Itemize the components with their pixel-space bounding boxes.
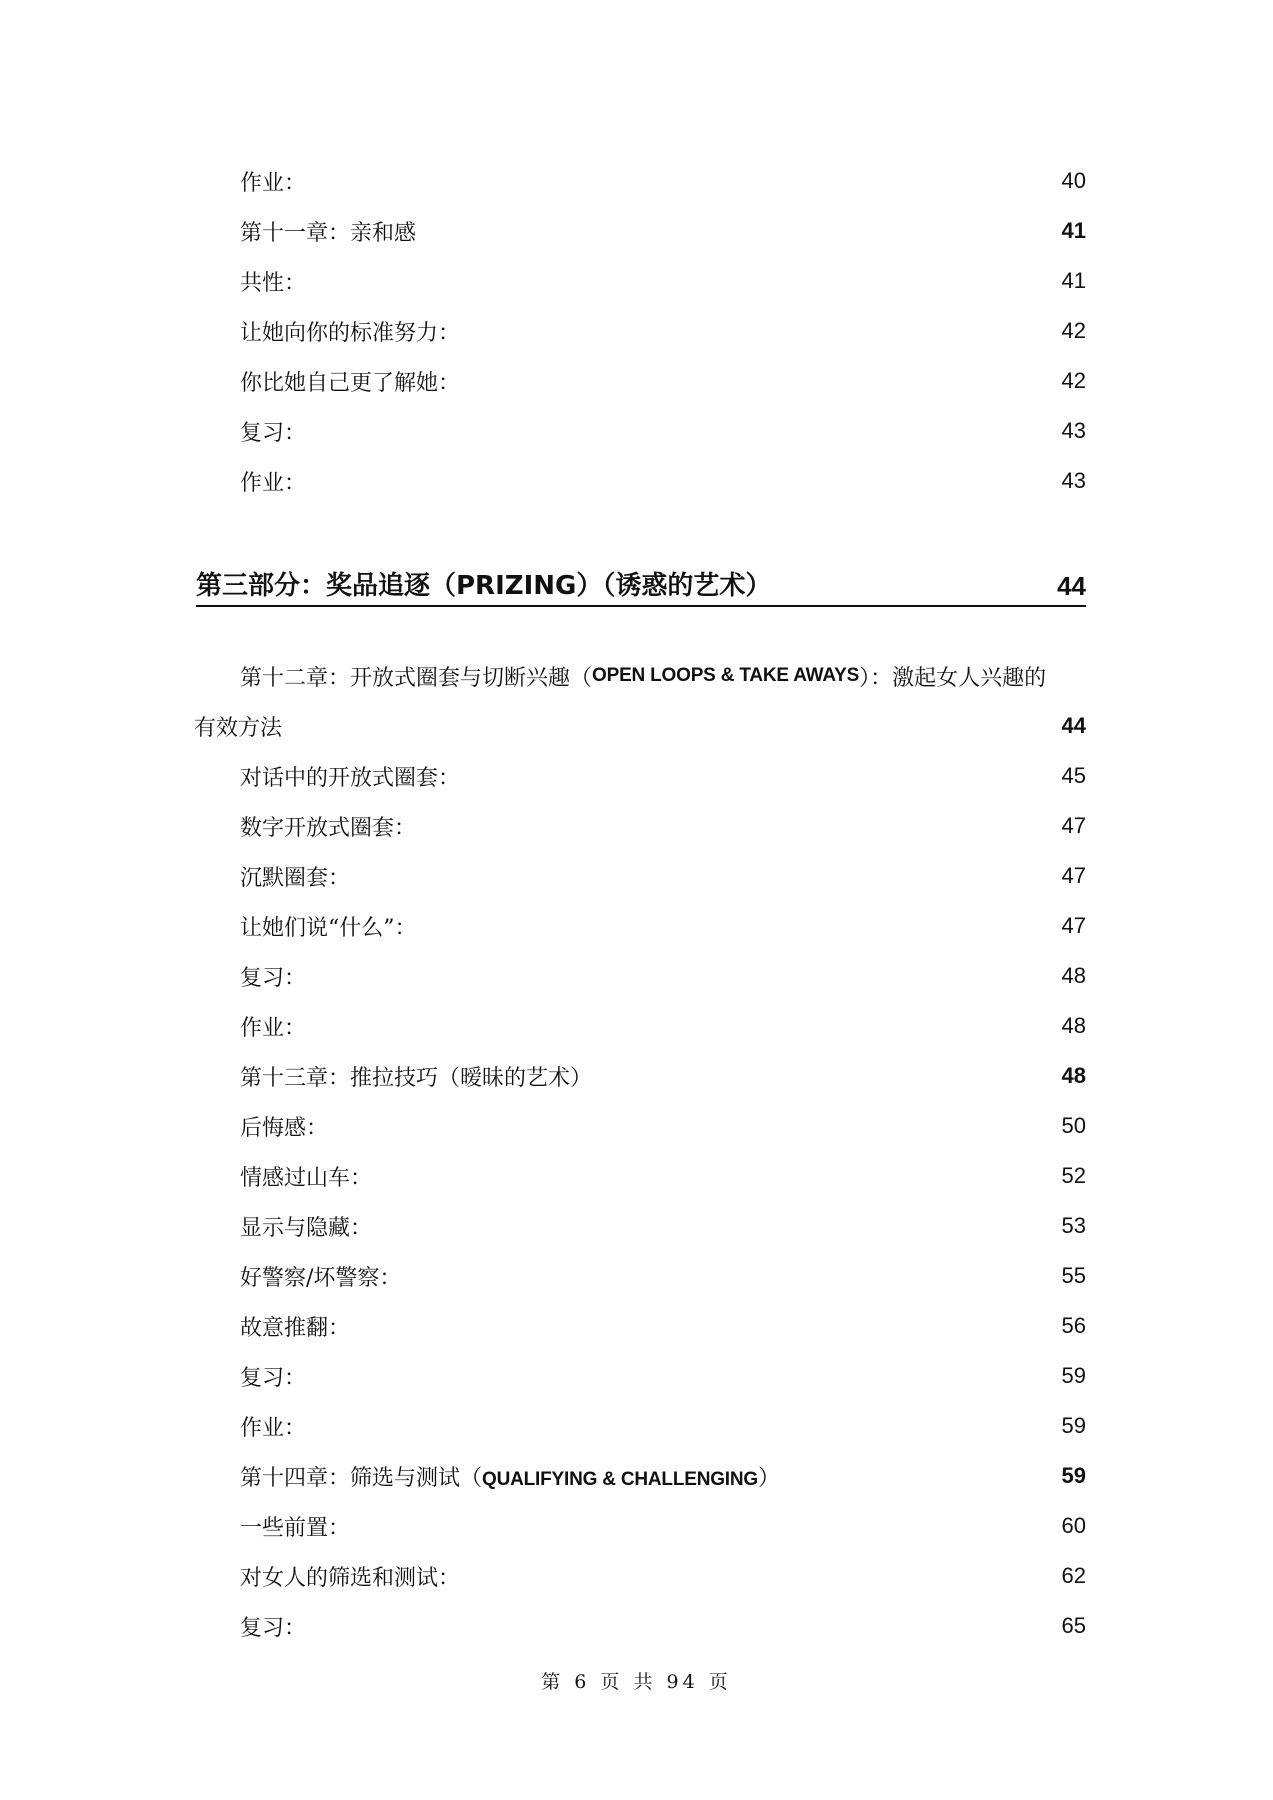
- toc-chapter-12-line1[interactable]: [240, 656, 1086, 696]
- toc-chapter-entry[interactable]: [240, 1056, 1086, 1096]
- toc-entry-label: [240, 1461, 780, 1492]
- toc-part-heading[interactable]: [196, 556, 1086, 607]
- toc-entry[interactable]: [240, 856, 1086, 896]
- toc-entry[interactable]: [240, 1406, 1086, 1446]
- toc-entry-label: 复习：: [240, 965, 307, 991]
- toc-entry-page: 41: [1061, 268, 1086, 293]
- toc-chapter-12-english: OPEN LOOPS & TAKE AWAYS: [592, 665, 860, 686]
- toc-entry-label: 让她们说“什么”：: [240, 915, 417, 941]
- toc-entry[interactable]: [240, 756, 1086, 796]
- toc-entry[interactable]: [240, 1506, 1086, 1546]
- toc-entry-page: 62: [1061, 1563, 1086, 1588]
- toc-entry-label: 共性：: [240, 270, 307, 296]
- toc-entry[interactable]: [240, 361, 1086, 401]
- toc-entry-label: 作业：: [240, 1015, 307, 1041]
- toc-entry[interactable]: [240, 1306, 1086, 1346]
- toc-entry-page: 45: [1061, 763, 1086, 788]
- toc-entry[interactable]: [240, 161, 1086, 201]
- toc-entry-label: 对女人的筛选和测试：: [240, 1565, 461, 1591]
- toc-part-heading-page: 44: [1057, 571, 1086, 601]
- toc-entry-label: 故意推翻：: [240, 1315, 351, 1341]
- toc-entry[interactable]: [240, 411, 1086, 451]
- toc-entry-page: 48: [1061, 963, 1086, 988]
- toc-entry[interactable]: [240, 461, 1086, 501]
- toc-entry-page: 40: [1061, 168, 1086, 193]
- toc-entry-page: 59: [1061, 1363, 1086, 1388]
- toc-entry-page: 48: [1061, 1013, 1086, 1038]
- toc-chapter-12-page: 44: [1061, 713, 1086, 738]
- toc-entry-label: 让她向你的标准努力：: [240, 320, 461, 346]
- toc-entry[interactable]: [240, 1106, 1086, 1146]
- toc-entry[interactable]: [240, 261, 1086, 301]
- toc-chapter-entry[interactable]: [240, 211, 1086, 251]
- toc-entry-label: 好警察/坏警察：: [240, 1265, 402, 1291]
- toc-entry-label: 复习：: [240, 1615, 307, 1641]
- toc-entry[interactable]: [240, 906, 1086, 946]
- toc-chapter-12-continuation: 有效方法: [194, 715, 283, 741]
- toc-entry-label: 第十三章：推拉技巧（暧昧的艺术）: [240, 1065, 593, 1091]
- toc-entry[interactable]: [240, 311, 1086, 351]
- toc-entry[interactable]: [240, 806, 1086, 846]
- toc-chapter-12-suffix: ）：激起女人兴趣的: [859, 665, 1047, 691]
- toc-entry-page: 47: [1061, 863, 1086, 888]
- toc-entry-page: 60: [1061, 1513, 1086, 1538]
- page-footer: 第 6 页 共 94 页: [541, 1671, 732, 1693]
- toc-entry-label: 后悔感：: [240, 1115, 329, 1141]
- toc-entry-page: 43: [1061, 418, 1086, 443]
- toc-part-heading-label: 第三部分：奖品追逐（PRIZING）（诱惑的艺术）: [196, 571, 772, 601]
- toc-entry-label: 沉默圈套：: [240, 865, 351, 891]
- toc-entry-label: 作业：: [240, 1415, 307, 1441]
- toc-entry-page: 65: [1061, 1613, 1086, 1638]
- toc-entry[interactable]: [240, 1206, 1086, 1246]
- toc-entry-page: 47: [1061, 913, 1086, 938]
- toc-entry-label: 复习：: [240, 420, 307, 446]
- toc-entry-label: 作业：: [240, 470, 307, 496]
- toc-entry[interactable]: [240, 1006, 1086, 1046]
- toc-entry-page: 48: [1061, 1063, 1086, 1088]
- toc-chapter-entry[interactable]: [240, 1456, 1086, 1496]
- toc-entry[interactable]: [240, 956, 1086, 996]
- toc-entry-label: 复习：: [240, 1365, 307, 1391]
- toc-entry[interactable]: [240, 1356, 1086, 1396]
- toc-entry[interactable]: [240, 1556, 1086, 1596]
- toc-entry-page: 56: [1061, 1313, 1086, 1338]
- toc-entry-page: 47: [1061, 813, 1086, 838]
- toc-entry[interactable]: [240, 1256, 1086, 1296]
- toc-entry-page: 55: [1061, 1263, 1086, 1288]
- toc-chapter-14-english: QUALIFYING & CHALLENGING: [482, 1468, 758, 1490]
- toc-entry-page: 59: [1061, 1463, 1086, 1488]
- toc-entry-label: 对话中的开放式圈套：: [240, 765, 461, 791]
- toc-entry-label: 作业：: [240, 170, 307, 196]
- toc-entry-page: 41: [1061, 218, 1086, 243]
- toc-chapter-14-suffix: ）: [758, 1465, 781, 1491]
- toc-entry-page: 43: [1061, 468, 1086, 493]
- toc-entry-page: 42: [1061, 368, 1086, 393]
- toc-entry-label: 你比她自己更了解她：: [240, 370, 461, 396]
- toc-entry[interactable]: [240, 1606, 1086, 1646]
- toc-entry[interactable]: [240, 1156, 1086, 1196]
- toc-entry-page: 53: [1061, 1213, 1086, 1238]
- toc-entry-label: 数字开放式圈套：: [240, 815, 417, 841]
- toc-entry-label: 第十一章：亲和感: [240, 220, 417, 246]
- toc-entry-page: 52: [1061, 1163, 1086, 1188]
- toc-entry-page: 59: [1061, 1413, 1086, 1438]
- toc-entry-page: 50: [1061, 1113, 1086, 1138]
- toc-chapter-14-prefix: 第十四章：筛选与测试（: [240, 1465, 483, 1491]
- toc-entry-label: 情感过山车：: [240, 1165, 373, 1191]
- toc-chapter-12-line2[interactable]: [194, 706, 1086, 746]
- toc-chapter-12-prefix: 第十二章：开放式圈套与切断兴趣（: [240, 665, 593, 691]
- toc-entry-label: 一些前置：: [240, 1515, 351, 1541]
- toc-entry-page: 42: [1061, 318, 1086, 343]
- toc-entry-label: 显示与隐藏：: [240, 1215, 373, 1241]
